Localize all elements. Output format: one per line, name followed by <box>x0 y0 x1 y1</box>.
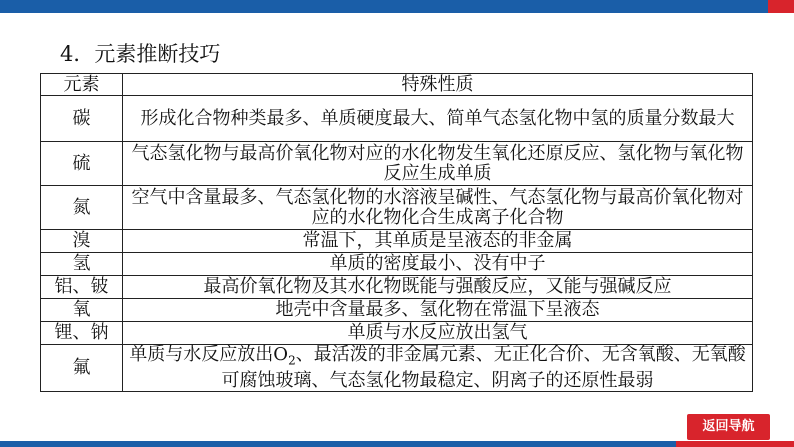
property-cell <box>123 345 753 392</box>
table-row <box>41 276 753 299</box>
element-properties-table <box>40 73 753 392</box>
property-subscript: 2 <box>288 353 296 368</box>
table-row <box>41 253 753 276</box>
property-cell: 常温下，其单质是呈液态的非金属 <box>123 230 753 253</box>
header-element: 元素 <box>41 74 123 96</box>
top-bar <box>0 0 794 13</box>
property-cell: 单质的密度最小、没有中子 <box>123 253 753 276</box>
back-to-navigation-button[interactable]: 返回导航 <box>687 414 770 440</box>
element-cell: 硫 <box>41 142 123 186</box>
element-cell: 氧 <box>41 299 123 322</box>
table-header-row <box>41 74 753 96</box>
element-cell: 氟 <box>41 345 123 392</box>
property-cell: 气态氢化物与最高价氧化物对应的水化物发生氧化还原反应、氢化物与氧化物反应生成单质 <box>123 142 753 186</box>
property-cell: 形成化合物种类最多、单质硬度最大、简单气态氢化物中氢的质量分数最大 <box>123 96 753 142</box>
property-cell: 单质与水反应放出氢气 <box>123 322 753 345</box>
section-heading: 4．元素推断技巧 <box>60 42 221 66</box>
property-cell: 空气中含量最多、气态氢化物的水溶液呈碱性、气态氢化物与最高价氧化物对应的水化物化合生成离子化合物 <box>123 186 753 230</box>
table-row <box>41 345 753 392</box>
element-cell: 氢 <box>41 253 123 276</box>
bottom-bar <box>0 441 794 447</box>
top-bar-red <box>768 0 794 13</box>
header-property: 特殊性质 <box>123 74 753 96</box>
property-text-before: 单质与水反应放出O <box>129 344 289 365</box>
top-bar-blue <box>0 0 768 13</box>
bottom-bar-red <box>676 441 794 447</box>
property-text-after: 、最活泼的非金属元素、无正化合价、无含氧酸、无氧酸可腐蚀玻璃、气态氢化物最稳定、阴离子的还原性最弱 <box>221 344 746 391</box>
element-cell: 氮 <box>41 186 123 230</box>
element-cell: 溴 <box>41 230 123 253</box>
table-row <box>41 186 753 230</box>
element-cell: 碳 <box>41 96 123 142</box>
property-cell: 地壳中含量最多、氢化物在常温下呈液态 <box>123 299 753 322</box>
table-row <box>41 96 753 142</box>
table-row <box>41 299 753 322</box>
property-cell: 最高价氧化物及其水化物既能与强酸反应，又能与强碱反应 <box>123 276 753 299</box>
table-row <box>41 142 753 186</box>
bottom-bar-blue <box>0 441 676 447</box>
table-row <box>41 230 753 253</box>
element-cell: 锂、钠 <box>41 322 123 345</box>
table-row <box>41 322 753 345</box>
element-cell: 铝、铍 <box>41 276 123 299</box>
